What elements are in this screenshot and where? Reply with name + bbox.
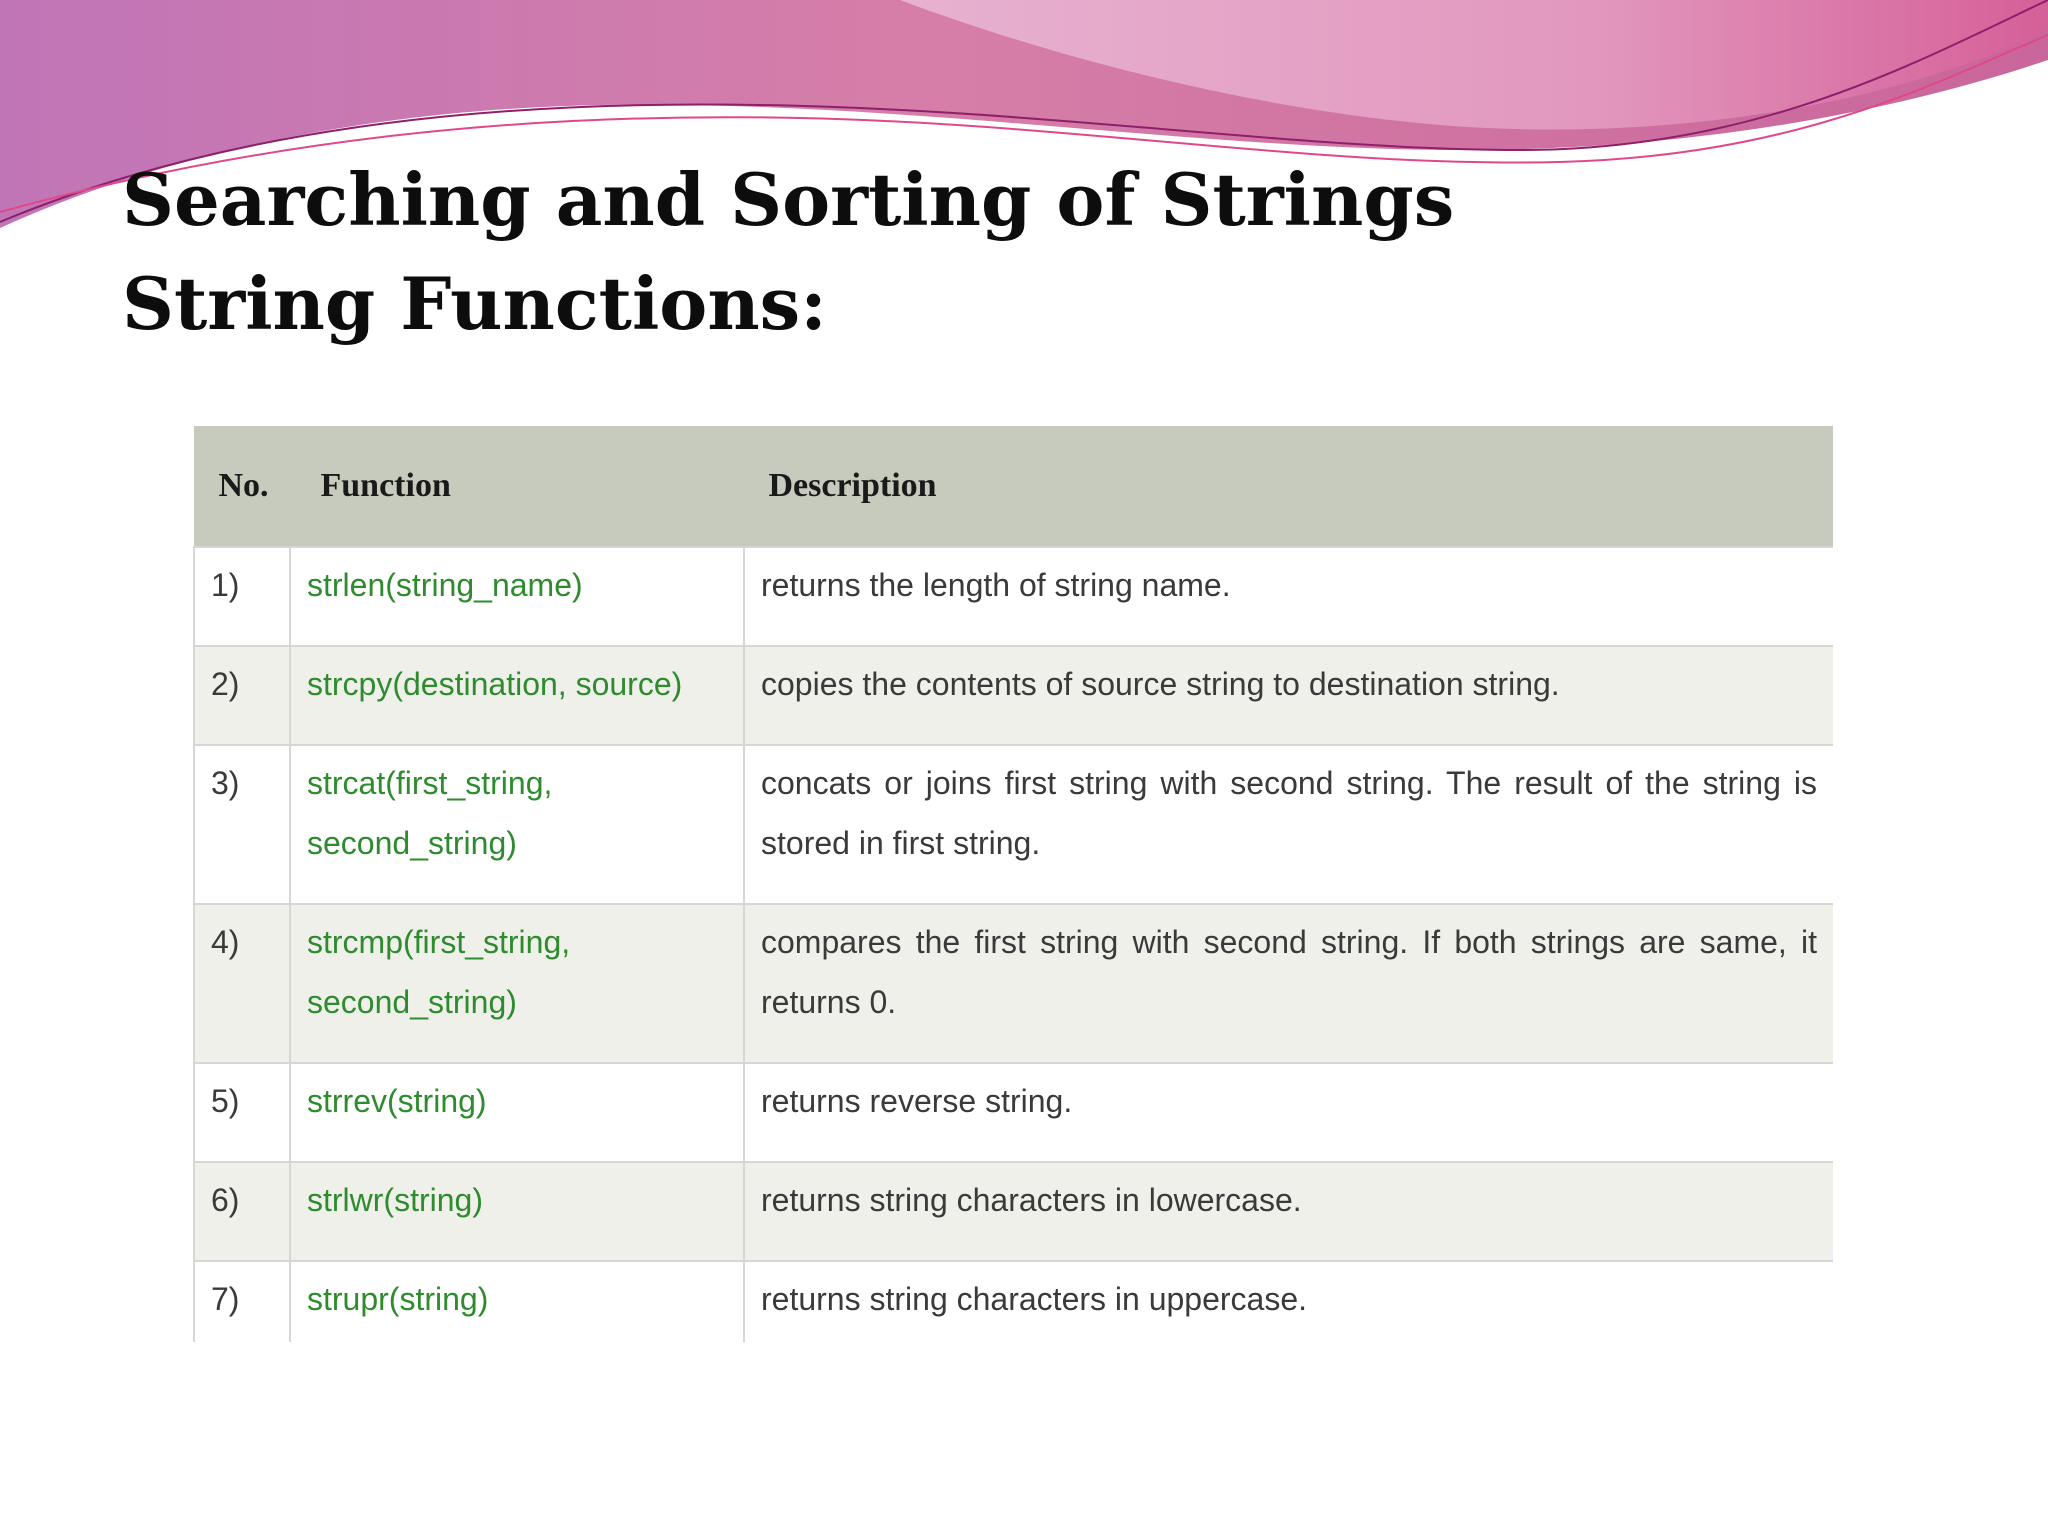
function-name: strcat(first_string, second_string)	[290, 745, 744, 904]
function-description: returns string characters in lowercase.	[744, 1162, 1833, 1261]
row-number: 4)	[194, 904, 290, 1063]
header-description: Description	[744, 426, 1833, 547]
row-number: 2)	[194, 646, 290, 745]
function-description: compares the first string with second string. If both strings are same, it returns 0.	[744, 904, 1833, 1063]
table-row	[194, 1261, 1833, 1342]
table-row	[194, 547, 1833, 646]
header-function: Function	[290, 426, 744, 547]
function-name: strcmp(first_string, second_string)	[290, 904, 744, 1063]
table-row	[194, 1162, 1833, 1261]
table-header-row	[194, 426, 1833, 547]
row-number: 6)	[194, 1162, 290, 1261]
function-description: returns reverse string.	[744, 1063, 1833, 1162]
function-name: strlwr(string)	[290, 1162, 744, 1261]
row-number: 1)	[194, 547, 290, 646]
function-description: returns string characters in uppercase.	[744, 1261, 1833, 1342]
row-number: 5)	[194, 1063, 290, 1162]
function-name: strrev(string)	[290, 1063, 744, 1162]
title-line-1: Searching and Sorting of Strings	[122, 157, 1455, 242]
function-description: copies the contents of source string to destination string.	[744, 646, 1833, 745]
row-number: 3)	[194, 745, 290, 904]
table-row	[194, 1063, 1833, 1162]
string-functions-table-container	[193, 426, 1833, 1342]
page-title	[122, 148, 1454, 356]
table-row	[194, 745, 1833, 904]
row-number: 7)	[194, 1261, 290, 1342]
string-functions-table	[193, 426, 1833, 1342]
title-line-2: String Functions:	[122, 261, 827, 346]
function-description: concats or joins first string with second string. The result of the string is stored in first string.	[744, 745, 1833, 904]
function-description: returns the length of string name.	[744, 547, 1833, 646]
table-row	[194, 904, 1833, 1063]
table-row	[194, 646, 1833, 745]
function-name: strlen(string_name)	[290, 547, 744, 646]
header-no: No.	[194, 426, 290, 547]
function-name: strupr(string)	[290, 1261, 744, 1342]
function-name: strcpy(destination, source)	[290, 646, 744, 745]
